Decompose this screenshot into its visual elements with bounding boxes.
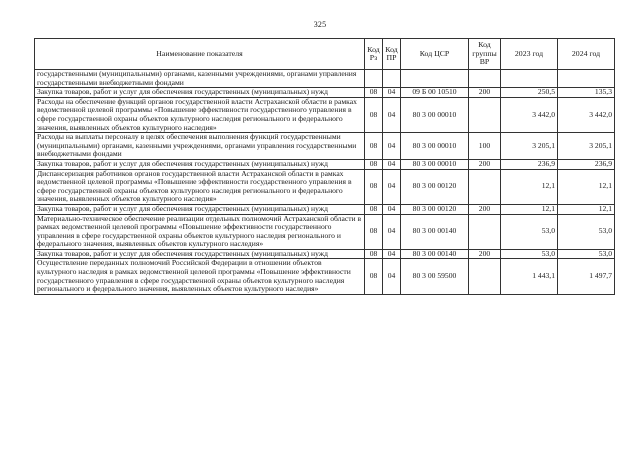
cell-csr: 09 Б 00 10510 [401, 88, 469, 98]
cell-2024: 12,1 [558, 204, 615, 214]
cell-name: Закупка товаров, работ и услуг для обеспечения государственных (муниципальных) нужд [35, 204, 365, 214]
page-number: 325 [313, 20, 327, 29]
cell-pr: 04 [383, 259, 401, 294]
header-rz: Код Рз [365, 39, 383, 70]
cell-rz: 08 [365, 169, 383, 204]
cell-vr [469, 214, 501, 249]
cell-vr [469, 169, 501, 204]
cell-2024: 1 497,7 [558, 259, 615, 294]
header-vr: Код группы ВР [469, 39, 501, 70]
cell-pr: 04 [383, 159, 401, 169]
cell-name: Расходы на выплаты персоналу в целях обеспечения выполнения функций государственными (муниципальными) органами, казенными учреждениями, органами управления государственными внебюджетными фондами [35, 133, 365, 160]
cell-pr: 04 [383, 133, 401, 160]
table-row [35, 97, 615, 132]
cell-csr: 80 3 00 00140 [401, 214, 469, 249]
cell-2023: 53,0 [501, 214, 558, 249]
table-row [35, 159, 615, 169]
cell-rz: 08 [365, 214, 383, 249]
cell-csr: 80 3 00 00010 [401, 159, 469, 169]
header-2023: 2023 год [501, 39, 558, 70]
cell-rz: 08 [365, 133, 383, 160]
cell-csr: 80 3 00 59500 [401, 259, 469, 294]
cell-pr: 04 [383, 169, 401, 204]
cell-2023: 12,1 [501, 204, 558, 214]
table-row [35, 214, 615, 249]
cell-2023: 3 205,1 [501, 133, 558, 160]
cell-csr: 80 3 00 00140 [401, 249, 469, 259]
table-row [35, 204, 615, 214]
cell-rz: 08 [365, 249, 383, 259]
cell-2024: 3 205,1 [558, 133, 615, 160]
cell-2024: 53,0 [558, 214, 615, 249]
cell-csr [401, 70, 469, 88]
header-csr: Код ЦСР [401, 39, 469, 70]
cell-csr: 80 3 00 00010 [401, 97, 469, 132]
table-row [35, 259, 615, 294]
cell-pr: 04 [383, 249, 401, 259]
cell-rz [365, 70, 383, 88]
cell-pr: 04 [383, 97, 401, 132]
cell-2023: 250,5 [501, 88, 558, 98]
cell-2024 [558, 70, 615, 88]
cell-pr: 04 [383, 88, 401, 98]
cell-vr: 200 [469, 249, 501, 259]
cell-pr [383, 70, 401, 88]
cell-2024: 53,0 [558, 249, 615, 259]
cell-vr [469, 97, 501, 132]
cell-csr: 80 3 00 00120 [401, 204, 469, 214]
cell-csr: 80 3 00 00010 [401, 133, 469, 160]
cell-2023: 53,0 [501, 249, 558, 259]
cell-vr: 100 [469, 133, 501, 160]
cell-2024: 3 442,0 [558, 97, 615, 132]
cell-vr: 200 [469, 204, 501, 214]
table-row [35, 133, 615, 160]
cell-2024: 135,3 [558, 88, 615, 98]
cell-rz: 08 [365, 88, 383, 98]
cell-2023: 236,9 [501, 159, 558, 169]
cell-vr: 200 [469, 159, 501, 169]
cell-name: Диспансеризация работников органов государственной власти Астраханской области в рамках ведомственной целевой программы «Повышение эффективности государственного управления в сфере государственной охраны объектов культурного наследия регионального и федерального значения, выявленных объектов культурного наследия» [35, 169, 365, 204]
cell-name: Закупка товаров, работ и услуг для обеспечения государственных (муниципальных) нужд [35, 88, 365, 98]
cell-name: Расходы на обеспечение функций органов государственной власти Астраханской области в рамках ведомственной целевой программы «Повышение эффективности государственного управления в сфере государственной охраны объектов культурного наследия регионального и федерального значения, выявленных объектов культурного наследия» [35, 97, 365, 132]
cell-rz: 08 [365, 159, 383, 169]
cell-2023: 3 442,0 [501, 97, 558, 132]
cell-2024: 236,9 [558, 159, 615, 169]
cell-pr: 04 [383, 204, 401, 214]
cell-rz: 08 [365, 97, 383, 132]
cell-csr: 80 3 00 00120 [401, 169, 469, 204]
table-row [35, 70, 615, 88]
budget-table [34, 38, 615, 295]
cell-2023: 12,1 [501, 169, 558, 204]
table-row [35, 169, 615, 204]
cell-name: Материально-техническое обеспечение реализации отдельных полномочий Астраханской области в рамках ведомственной целевой программы «Повышение эффективности государственного управления в сфере государственной охраны объектов культурного наследия регионального и федерального значения, выявленных объектов культурного наследия» [35, 214, 365, 249]
header-2024: 2024 год [558, 39, 615, 70]
cell-name: Осуществление переданных полномочий Российской Федерации в отношении объектов культурного наследия в рамках ведомственной целевой программы «Повышение эффективности государственного управления в сфере государственной охраны объектов культурного наследия регионального и федерального значения, выявленных объектов культурного наследия» [35, 259, 365, 294]
header-name: Наименование показателя [35, 39, 365, 70]
table-row [35, 88, 615, 98]
cell-2024: 12,1 [558, 169, 615, 204]
table-header-row [35, 39, 615, 70]
cell-2023 [501, 70, 558, 88]
cell-2023: 1 443,1 [501, 259, 558, 294]
cell-name: государственными (муниципальными) органами, казенными учреждениями, органами управления государственными внебюджетными фондами [35, 70, 365, 88]
cell-vr [469, 259, 501, 294]
cell-rz: 08 [365, 259, 383, 294]
cell-pr: 04 [383, 214, 401, 249]
cell-vr: 200 [469, 88, 501, 98]
cell-name: Закупка товаров, работ и услуг для обеспечения государственных (муниципальных) нужд [35, 159, 365, 169]
cell-rz: 08 [365, 204, 383, 214]
cell-vr [469, 70, 501, 88]
cell-name: Закупка товаров, работ и услуг для обеспечения государственных (муниципальных) нужд [35, 249, 365, 259]
header-pr: Код ПР [383, 39, 401, 70]
